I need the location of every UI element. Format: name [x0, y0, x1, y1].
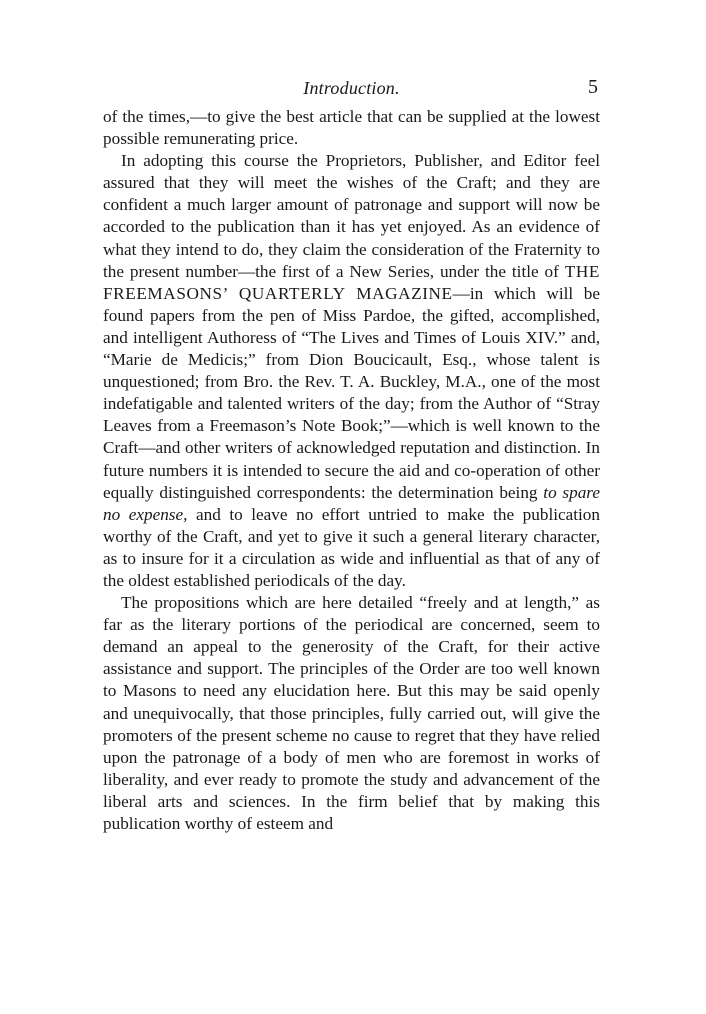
paragraph-propositions: The propositions which are here detailed “freely and at length,” as far as the literary portions of the periodical are concerned, seem to demand an appeal to the generosity of the Craft, for their active assistance and support. The principles of the Order are too well known to Masons to need any elucidation here. But this may be said openly and unequivocally, that those principles, fully carried out, will give the promoters of the present scheme no cause to regret that they have relied upon the patronage of a body of men who are foremost in works of liberality, and ever ready to promote the study and advancement of the liberal arts and sciences. In the firm belief that by making this publication worthy of esteem and: [103, 593, 600, 833]
running-head: [103, 72, 600, 106]
paragraph-continuation: of the times,—to give the best article that can be supplied at the lowest possible remunerating price.: [103, 107, 600, 149]
magazine-title: THE FREEMASONS’ QUARTERLY MAGAZINE: [103, 261, 600, 303]
paragraph-text: —in which will be found papers from the pen of Miss Pardoe, the gifted, accomplished, and intelligent Authoress of “The Lives and Times of Louis XIV.” and, “Marie de Medicis;” from Dion Boucicault, Esq., whose talent is unquestioned; from Bro. the Rev. T. A. Buckley, M.A., one of the most indefatigable and talented writers of the day; from the Author of “Stray Leaves from a Freemason’s Note Book;”—which is well known to the Craft—and other writers of acknowledged reputation and distinction. In future numbers it is intended to secure the aid and co-operation of other equally distinguished correspondents: the determination being: [103, 283, 600, 502]
paragraph-text: and to leave no effort untried to make the publication worthy of the Craft, and yet to give it such a general literary character, as to insure for it a circulation as wide and influential as that of any of the oldest established periodicals of the day.: [103, 504, 600, 590]
paragraph-text: In adopting this course the Proprietors, Publisher, and Editor feel assured that they will meet the wishes of the Craft; and they are confident a much larger amount of patronage and support will now be accorded to the publication than it has yet enjoyed. As an evidence of what they intend to do, they claim the consideration of the Fraternity to the present number—the first of a New Series, under the title of: [103, 151, 600, 281]
body-text: [103, 106, 600, 835]
running-title: Introduction.: [303, 78, 400, 98]
page-number: 5: [588, 76, 598, 98]
paragraph-adopting-course: [103, 150, 600, 592]
emphasis-text: to spare no expense,: [103, 482, 600, 524]
book-page: [103, 72, 600, 835]
